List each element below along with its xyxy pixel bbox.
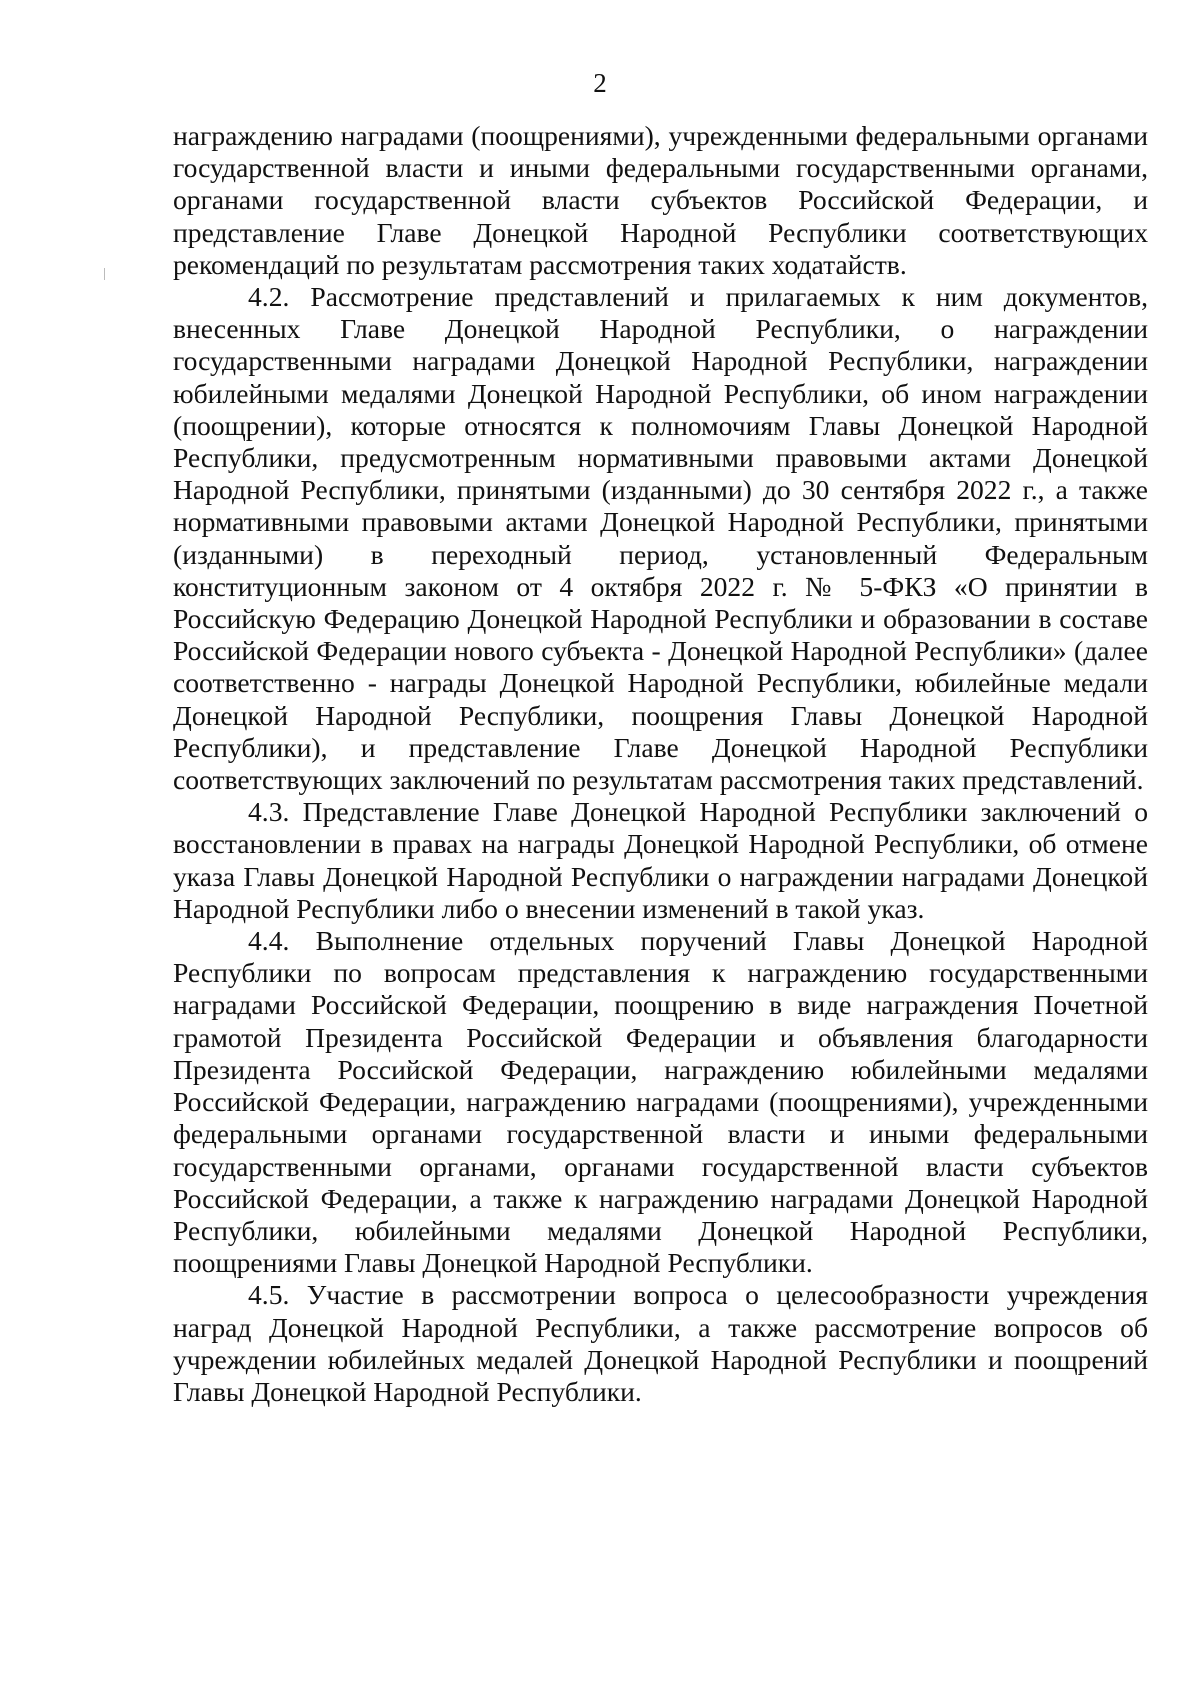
paragraph-4-2: 4.2. Рассмотрение представлений и прилагаемых к ним документов, внесенных Главе Донецкой Народной Республики, о награждении государственными наградами Донецкой Народной Республики, награждении юбилейными медалями Донецкой Народной Республики, об ином награждении (поощрении), которые относятся к полномочиям Главы Донецкой Народной Республики, предусмотренным нормативными правовыми актами Донецкой Народной Республики, принятыми (изданными) до 30 сентября 2022 г., а также нормативными правовыми актами Донецкой Народной Республики, принятыми (изданными) в переходный период, установленный Федеральным конституционным законом от 4 октября 2022 г. № 5-ФКЗ «О принятии в Российскую Федерацию Донецкой Народной Республики и образовании в составе Российской Федерации нового субъекта - Донецкой Народной Республики» (далее соответственно - награды Донецкой Народной Республики, юбилейные медали Донецкой Народной Республики, поощрения Главы Донецкой Народной Республики), и представление Главе Донецкой Народной Республики соответствующих заключений по результатам рассмотрения таких представлений. (173, 281, 1148, 796)
paragraph-continuation: награждению наградами (поощрениями), учрежденными федеральными органами государственной власти и иными федеральными государственными органами, органами государственной власти субъектов Российской Федерации, и представление Главе Донецкой Народной Республики соответствующих рекомендаций по результатам рассмотрения таких ходатайств. (173, 120, 1148, 280)
document-body (173, 120, 1148, 1408)
page-number: 2 (593, 68, 607, 98)
paragraph-4-3: 4.3. Представление Главе Донецкой Народной Республики заключений о восстановлении в правах на награды Донецкой Народной Республики, об отмене указа Главы Донецкой Народной Республики о награждении наградами Донецкой Народной Республики либо о внесении изменений в такой указ. (173, 796, 1148, 924)
paragraph-4-5: 4.5. Участие в рассмотрении вопроса о целесообразности учреждения наград Донецкой Народной Республики, а также рассмотрение вопросов об учреждении юбилейных медалей Донецкой Народной Республики и поощрений Главы Донецкой Народной Республики. (173, 1279, 1148, 1407)
scan-margin-mark (104, 268, 105, 280)
paragraph-4-4: 4.4. Выполнение отдельных поручений Главы Донецкой Народной Республики по вопросам представления к награждению государственными наградами Российской Федерации, поощрению в виде награждения Почетной грамотой Президента Российской Федерации и объявления благодарности Президента Российской Федерации, награждению юбилейными медалями Российской Федерации, награждению наградами (поощрениями), учрежденными федеральными органами государственной власти и иными федеральными государственными органами, органами государственной власти субъектов Российской Федерации, а также к награждению наградами Донецкой Народной Республики, юбилейными медалями Донецкой Народной Республики, поощрениями Главы Донецкой Народной Республики. (173, 925, 1148, 1279)
